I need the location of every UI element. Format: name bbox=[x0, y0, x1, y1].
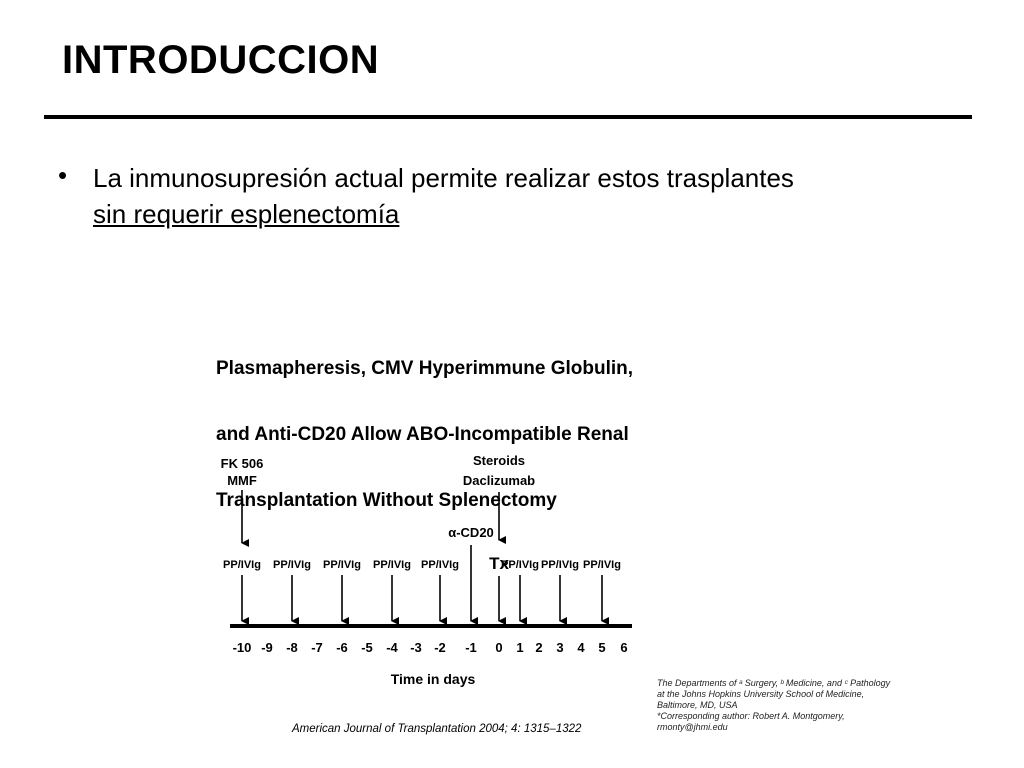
affiliation-line: Baltimore, MD, USA bbox=[657, 700, 738, 710]
paper-title-line: Plasmapheresis, CMV Hyperimmune Globulin, bbox=[216, 358, 634, 379]
day-tick-label: 5 bbox=[598, 640, 606, 655]
steroids-label: Steroids bbox=[472, 453, 526, 468]
treatment-label: PP/IVIg bbox=[501, 559, 539, 571]
treatment-label: PP/IVIg bbox=[373, 559, 411, 571]
anti-cd20-label: α-CD20 bbox=[448, 525, 494, 540]
author-affiliation bbox=[657, 678, 890, 733]
treatment-label: PP/IVIg bbox=[541, 559, 579, 571]
treatment-label: PP/IVIg bbox=[323, 559, 361, 571]
day-tick-label: -7 bbox=[311, 640, 323, 655]
affiliation-line: The Departments of ᵃ Surgery, ᵇ Medicine, and ᶜ Pathology bbox=[657, 678, 891, 688]
day-tick-label: -1 bbox=[465, 640, 477, 655]
paper-title-line: and Anti-CD20 Allow ABO-Incompatible Renal bbox=[216, 424, 629, 445]
day-tick-label: -5 bbox=[361, 640, 373, 655]
fk506-label: FK 506 bbox=[220, 456, 264, 471]
day-tick-label: 0 bbox=[495, 640, 503, 655]
bullet-line-1: La inmunosupresión actual permite realizar estos trasplantes bbox=[93, 163, 794, 193]
day-tick-label: 2 bbox=[535, 640, 543, 655]
slide-title: INTRODUCCION bbox=[62, 38, 380, 82]
transplant-label: Tx bbox=[489, 554, 509, 573]
affiliation-line: rmonty@jhmi.edu bbox=[657, 722, 728, 732]
bullet-line-2: sin requerir esplenectomía bbox=[93, 199, 400, 230]
fk506-label: MMF bbox=[227, 473, 257, 488]
day-tick-label: -3 bbox=[410, 640, 422, 655]
day-tick-label: 1 bbox=[516, 640, 524, 655]
day-tick-label: -8 bbox=[286, 640, 298, 655]
bullet-marker: • bbox=[58, 160, 68, 190]
day-tick-label: 6 bbox=[620, 640, 628, 655]
affiliation-line: at the Johns Hopkins University School of Medicine, bbox=[657, 689, 865, 699]
day-tick-label: -10 bbox=[232, 640, 252, 655]
day-tick-label: -6 bbox=[336, 640, 348, 655]
day-tick-label: -9 bbox=[261, 640, 273, 655]
steroids-label: Daclizumab bbox=[462, 473, 536, 488]
treatment-label: PP/IVIg bbox=[421, 559, 459, 571]
treatment-label: PP/IVIg bbox=[273, 559, 311, 571]
treatment-label: PP/IVIg bbox=[583, 559, 621, 571]
day-tick-label: 4 bbox=[577, 640, 585, 655]
treatment-label: PP/IVIg bbox=[223, 559, 261, 571]
journal-citation: American Journal of Transplantation 2004; 4: 1315–1322 bbox=[292, 723, 582, 735]
affiliation-line: *Corresponding author: Robert A. Montgomery, bbox=[657, 711, 845, 721]
day-tick-label: -2 bbox=[434, 640, 446, 655]
day-tick-label: 3 bbox=[556, 640, 564, 655]
day-tick-label: -4 bbox=[386, 640, 398, 655]
axis-title: Time in days bbox=[390, 671, 476, 687]
paper-title-line: Transplantation Without Splenectomy bbox=[216, 490, 557, 511]
